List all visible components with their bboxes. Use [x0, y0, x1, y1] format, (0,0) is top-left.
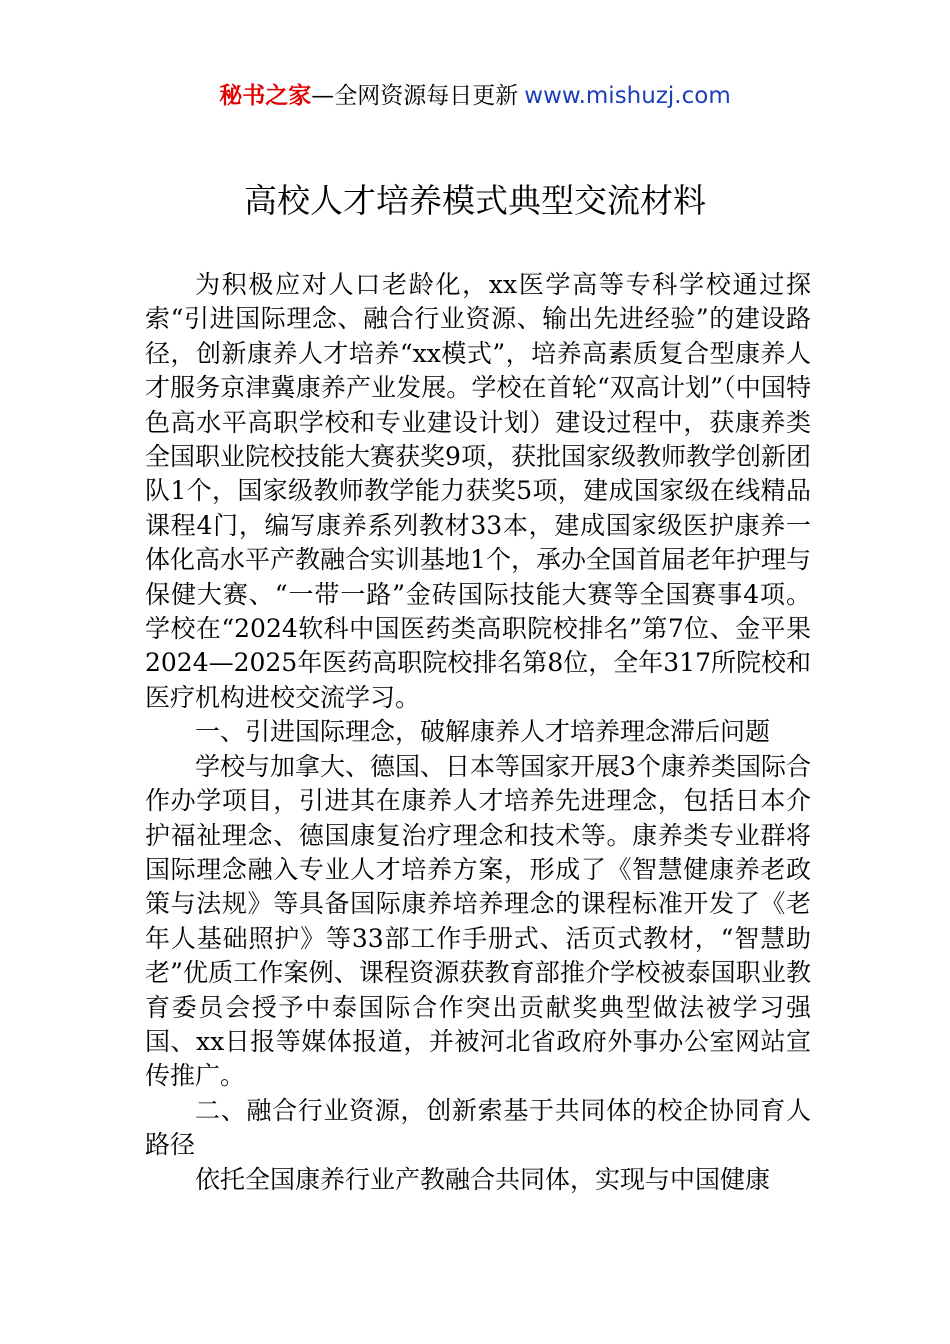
header-slogan: —全网资源每日更新: [311, 83, 519, 109]
document-title: 高校人才培养模式典型交流材料: [244, 181, 706, 220]
section-heading-1: 一、引进国际理念，破解康养人才培养理念滞后问题: [195, 717, 771, 747]
site-header: [0, 80, 950, 112]
section-1-paragraph: 学校与加拿大、德国、日本等国家开展3个康养类国际合作办学项目，引进其在康养人才培养先进理念，包括日本介护福祉理念、德国康复治疗理念和技术等。康养类专业群将国际理念融入专业人才培养方案，形成了《智慧健康养老政策与法规》等具备国际康养培养理念的课程标准开发了《老年人基础照护》等33部工作手册式、活页式教材，“智慧助老”优质工作案例、课程资源获教育部推介学校被泰国职业教育委员会授予中泰国际合作突出贡献奖典型做法被学习强国、xx日报等媒体报道，并被河北省政府外事办公室网站宣传推广。: [145, 751, 811, 1091]
document-body: [145, 268, 811, 1197]
site-url-link[interactable]: www.mishuzj.com: [524, 83, 731, 109]
intro-paragraph: 为积极应对人口老龄化，xx医学高等专科学校通过探索“引进国际理念、融合行业资源、输出先进经验”的建设路径，创新康养人才培养“xx模式”，培养高素质复合型康养人才服务京津冀康养产业发展。学校在首轮“双高计划”（中国特色高水平高职学校和专业建设计划）建设过程中，获康养类全国职业院校技能大赛获奖9项，获批国家级教师教学创新团队1个，国家级教师教学能力获奖5项，建成国家级在线精品课程4门，编写康养系列教材33本，建成国家级医护康养一体化高水平产教融合实训基地1个，承办全国首届老年护理与保健大赛、“一带一路”金砖国际技能大赛等全国赛事4项。学校在“2024软科中国医药类高职院校排名”第7位、金平果2024—2025年医药高职院校排名第8位，全年317所院校和医疗机构进校交流学习。: [145, 270, 811, 712]
section-heading-2: 二、融合行业资源，创新索基于共同体的校企协同育人路径: [145, 1095, 811, 1160]
section-2-paragraph: 依托全国康养行业产教融合共同体，实现与中国健康: [195, 1164, 771, 1194]
brand-name: 秘书之家: [219, 83, 312, 109]
